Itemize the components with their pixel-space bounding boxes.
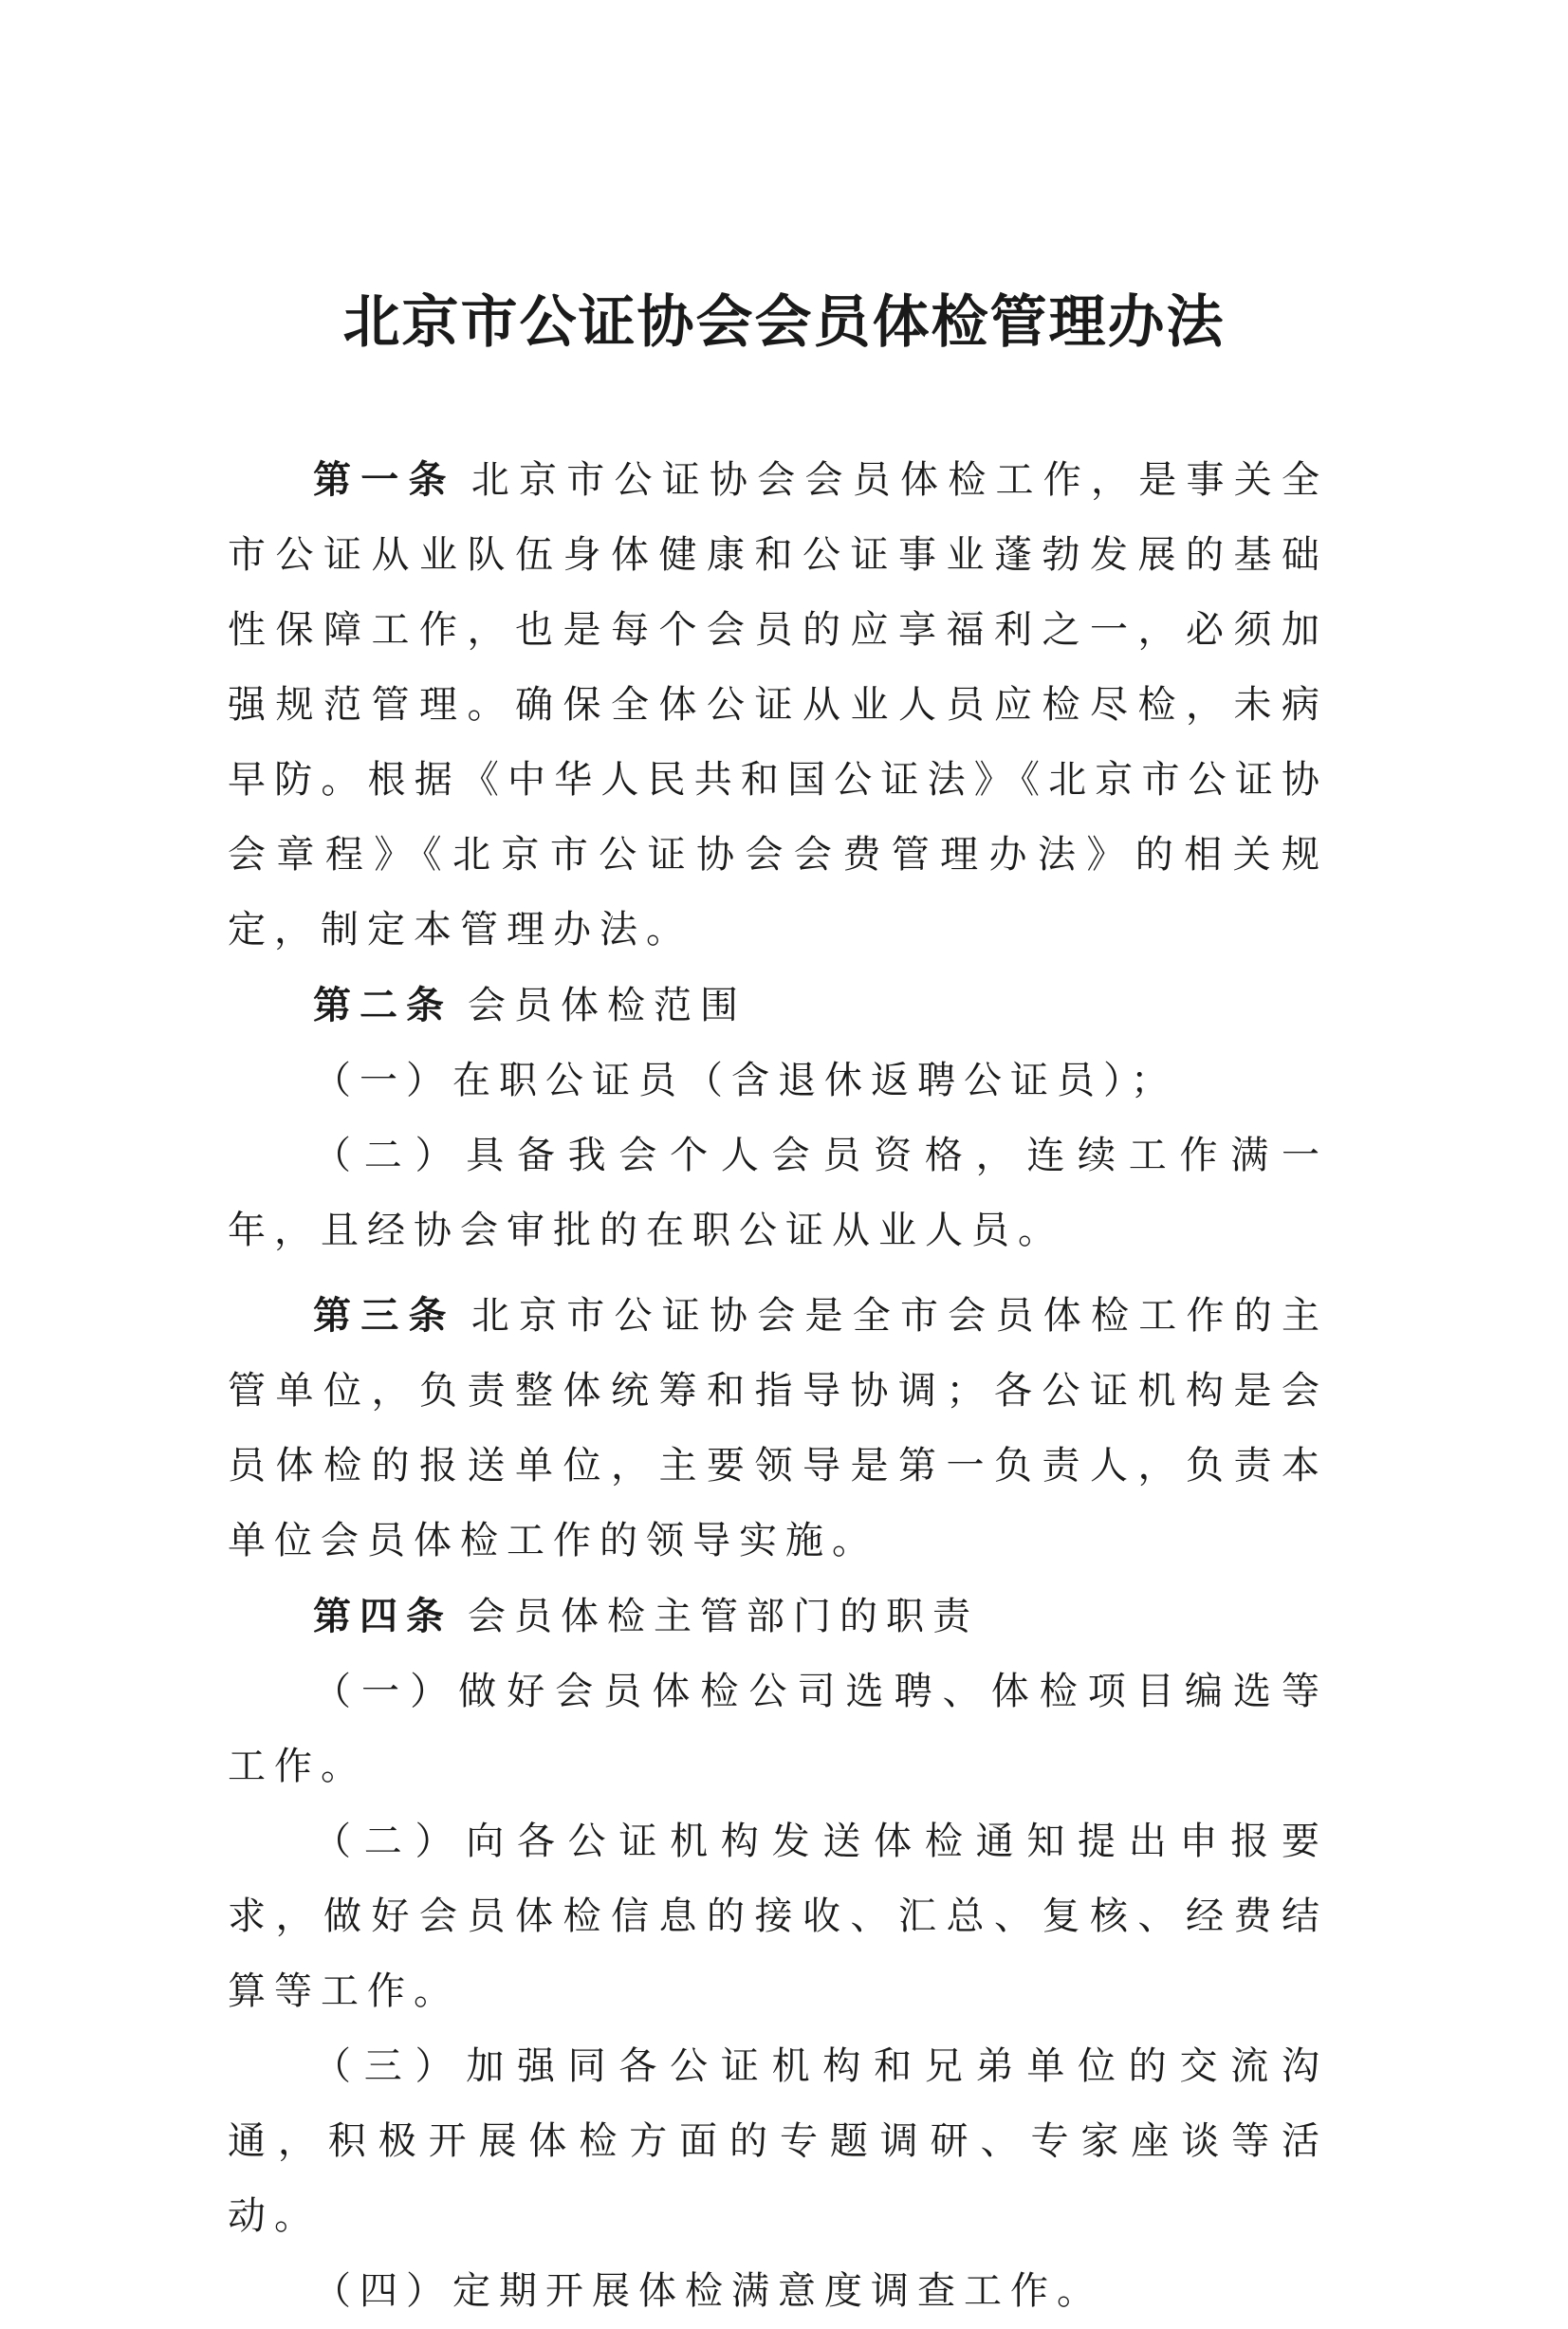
item-text: （二）具备我会个人会员资格，连续工作满一年，且经协会审批的在职公证从业人员。 <box>228 1134 1328 1252</box>
item-text: （一）在职公证员（含退休返聘公证员）； <box>313 1059 1177 1102</box>
article-2-item-1 <box>228 1044 1328 1118</box>
document-body <box>228 442 1328 2329</box>
item-text: （四）定期开展体检满意度调查工作。 <box>313 2269 1103 2313</box>
item-text: （三）加强同各公证机构和兄弟单位的交流沟通，积极开展体检方面的专题调研、专家座谈等活动。 <box>228 2044 1328 2238</box>
article-1 <box>228 442 1328 968</box>
article-2 <box>228 968 1328 1044</box>
article-4-item-1 <box>228 1654 1328 1804</box>
article-2-item-2 <box>228 1118 1328 1268</box>
article-text: 会员体检主管部门的职责 <box>468 1595 979 1638</box>
article-3 <box>228 1278 1328 1579</box>
article-label: 第一条 <box>313 457 456 502</box>
article-label: 第四条 <box>313 1594 452 1638</box>
article-label: 第二条 <box>313 983 452 1027</box>
article-text: 会员体检范围 <box>468 984 747 1027</box>
article-4 <box>228 1579 1328 1654</box>
item-text: （二）向各公证机构发送体检通知提出申报要求，做好会员体检信息的接收、汇总、复核、经费结算等工作。 <box>228 1820 1328 2013</box>
item-text: （一）做好会员体检公司选聘、体检项目编选等工作。 <box>228 1670 1328 1788</box>
article-text: 北京市公证协会会员体检工作，是事关全市公证从业队伍身体健康和公证事业蓬勃发展的基础性保障工作，也是每个会员的应享福利之一，必须加强规范管理。确保全体公证从业人员应检尽检，未病早防。根据《中华人民共和国公证法》《北京市公证协会章程》《北京市公证协会会费管理办法》的相关规定，制定本管理办法。 <box>228 458 1328 952</box>
article-text: 北京市公证协会是全市会员体检工作的主管单位，负责整体统筹和指导协调；各公证机构是会员体检的报送单位，主要领导是第一负责人，负责本单位会员体检工作的领导实施。 <box>228 1294 1328 1562</box>
article-4-item-2 <box>228 1804 1328 2029</box>
article-4-item-4 <box>228 2254 1328 2329</box>
article-4-item-3 <box>228 2029 1328 2254</box>
article-label: 第三条 <box>313 1293 456 1338</box>
document-title: 北京市公证协会会员体检管理办法 <box>342 289 1226 356</box>
